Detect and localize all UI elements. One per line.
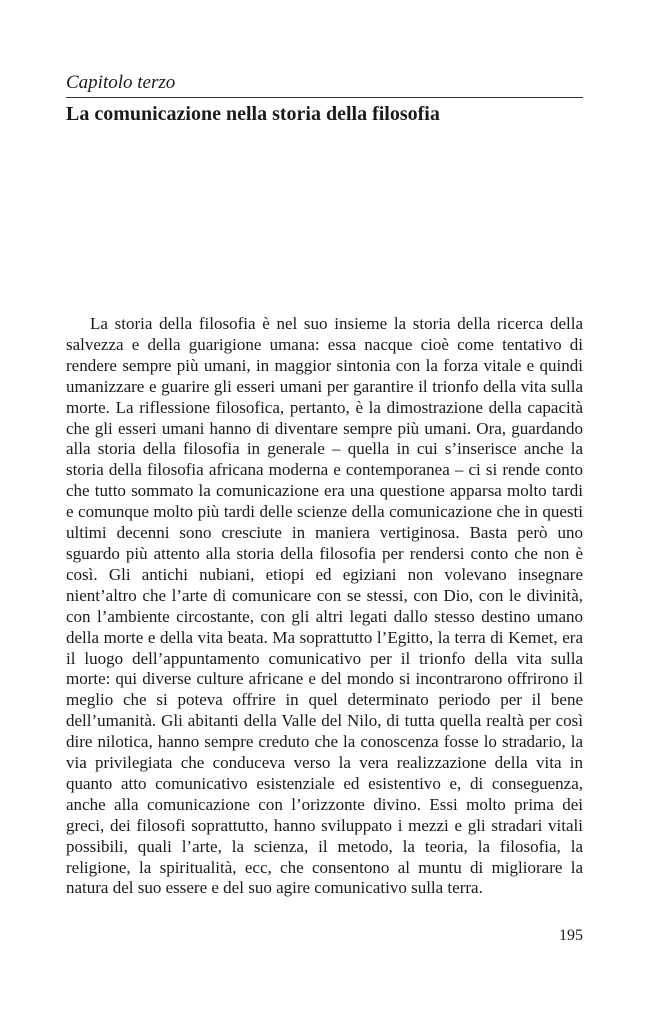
page-number: 195 <box>559 927 583 944</box>
chapter-label: Capitolo terzo <box>66 72 176 93</box>
header-rule <box>66 97 583 98</box>
body-paragraph: La storia della filosofia è nel suo insieme la storia della ricerca della salvezza e della guarigione umana: essa nacque cioè come tentativo di rendere sempre più umani, in maggior sintonia con la forza vitale e quindi umanizzare e guarire gli esseri umani per garantire il trionfo della vita sulla morte. La riflessione filosofica, pertanto, è la dimostrazione della capacità che gli esseri umani hanno di diventare sempre più umani. Ora, guardando alla storia della filosofia in generale – quella in cui s’inserisce anche la storia della filosofia africana moderna e contemporanea – ci si rende conto che tutto sommato la comunicazione era una questione apparsa molto tardi e comunque molto più tardi delle scienze della comunicazione che in questi ultimi decenni sono cresciute in maniera vertiginosa. Basta però uno sguardo più attento alla storia della filosofia per rendersi conto che non è così. Gli antichi nubiani, etiopi ed egiziani non volevano insegnare nient’altro che l’arte di comunicare con se stessi, con Dio, con le divinità, con l’ambiente circostante, con gli altri legati dallo stesso destino umano della morte e della vita beata. Ma soprattutto l’Egitto, la terra di Kemet, era il luogo dell’appuntamento comunicativo per il trionfo della vita sulla morte: qui diverse culture africane e del mondo si incontrarono offrirono il meglio che si poteva offrire in quel determinato periodo per il bene dell’umanità. Gli abitanti della Valle del Nilo, di tutta quella realtà per così dire nilotica, hanno sempre creduto che la conoscenza fosse lo stradario, la via privilegiata che conduceva verso la vera realizzazione della vita in quanto atto comunicativo esistenziale ed esistentivo e, di conseguenza, anche alla comunicazione con l’orizzonte divino. Essi molto prima dei greci, dei filosofi soprattutto, hanno sviluppato i mezzi e gli stradari vitali possibili, quali l’arte, la scienza, il metodo, la teoria, la filosofia, la religione, la spiritualità, ecc, che consentono al muntu di migliorare la natura del suo essere e del suo agire comunicativo sulla terra. <box>66 314 583 898</box>
chapter-title: La comunicazione nella storia della filosofia <box>66 103 440 125</box>
